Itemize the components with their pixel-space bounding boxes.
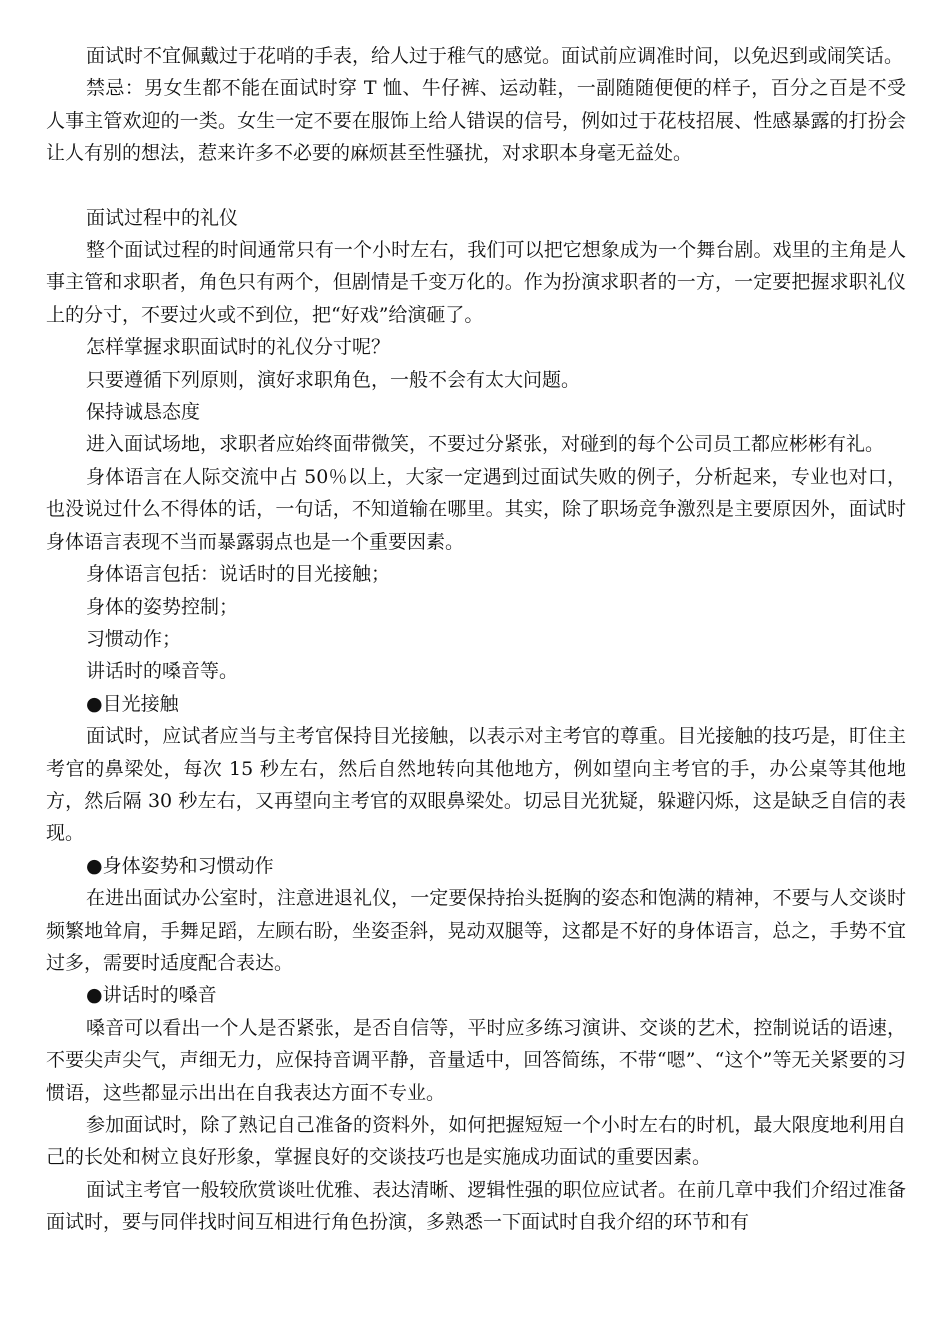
paragraph-eye-contact: 面试时，应试者应当与主考官保持目光接触，以表示对主考官的尊重。目光接触的技巧是，盯住主考官的鼻梁处，每次 15 秒左右，然后自然地转向其他地方，例如望向主考官的手，办公桌等其他地方，然后隔 30 秒左右，又再望向主考官的双眼鼻梁处。切忌目光犹疑，躲避闪烁，这是缺乏自信的表现。 [46, 725, 906, 845]
bullet-heading-posture: ●身体姿势和习惯动作 [86, 854, 274, 877]
heading-sincere-attitude: 保持诚恳态度 [86, 401, 201, 424]
paragraph-interview-skills: 参加面试时，除了熟记自己准备的资料外，如何把握短短一个小时左右的时机，最大限度地利用自己的长处和树立良好形象，掌握良好的交谈技巧也是实施成功面试的重要因素。 [46, 1114, 906, 1169]
paragraph-spacer [46, 170, 906, 202]
list-item-habits: 习惯动作； [86, 627, 182, 650]
paragraph-stage-play: 整个面试过程的时间通常只有一个小时左右，我们可以把它想象成为一个舞台剧。戏里的主角是人事主管和求职者，角色只有两个，但剧情是千变万化的。作为扮演求职者的一方，一定要把握求职礼仪上的分寸，不要过火或不到位，把“好戏”给演砸了。 [46, 239, 906, 326]
section-heading-etiquette: 面试过程中的礼仪 [86, 206, 239, 229]
bullet-heading-eye-contact: ●目光接触 [86, 692, 179, 715]
paragraph-taboo: 禁忌：男女生都不能在面试时穿 T 恤、牛仔裤、运动鞋，一副随随便便的样子，百分之百是不受人事主管欢迎的一类。女生一定不要在服饰上给人错误的信号，例如过于花枝招展、性感暴露的打扮会让人有别的想法，惹来许多不必要的麻烦甚至性骚扰，对求职本身毫无益处。 [46, 77, 906, 165]
paragraph-question: 怎样掌握求职面试时的礼仪分寸呢？ [86, 336, 391, 359]
paragraph-examiner-preference: 面试主考官一般较欣赏谈吐优雅、表达清晰、逻辑性强的职位应试者。在前几章中我们介绍过准备面试时，要与同伴找时间互相进行角色扮演，多熟悉一下面试时自我介绍的环节和有 [46, 1178, 906, 1234]
paragraph-watch-advice: 面试时不宜佩戴过于花哨的手表，给人过于稚气的感觉。面试前应调准时间，以免迟到或闹笑话。 [86, 45, 904, 67]
paragraph-principle: 只要遵循下列原则，演好求职角色，一般不会有太大问题。 [86, 368, 581, 391]
paragraph-posture: 在进出面试办公室时，注意进退礼仪，一定要保持抬头挺胸的姿态和饱满的精神，不要与人交谈时频繁地耸肩，手舞足蹈，左顾右盼，坐姿歪斜，晃动双腿等，这都是不好的身体语言，总之，手势不宜过多，需要时适度配合表达。 [46, 887, 906, 974]
list-item-eye-contact: 身体语言包括：说话时的目光接触； [86, 563, 391, 586]
list-item-posture: 身体的姿势控制； [86, 595, 239, 618]
list-item-voice: 讲话时的嗓音等。 [86, 660, 239, 683]
bullet-heading-voice: ●讲话时的嗓音 [86, 984, 217, 1007]
paragraph-body-language: 身体语言在人际交流中占 50％以上，大家一定遇到过面试失败的例子，分析起来，专业也对口，也没说过什么不得体的话，一句话，不知道输在哪里。其实，除了职场竞争激烈是主要原因外，面试时身体语言表现不当而暴露弱点也是一个重要因素。 [46, 465, 906, 553]
paragraph-voice: 嗓音可以看出一个人是否紧张，是否自信等，平时应多练习演讲、交谈的艺术，控制说话的语速，不要尖声尖气，声细无力，应保持音调平静，音量适中，回答简练，不带“嗯”、“这个”等无关紧要的习惯语，这些都显示出出在自我表达方面不专业。 [46, 1016, 906, 1104]
document-page [46, 40, 906, 1239]
paragraph-enter-venue: 进入面试场地，求职者应始终面带微笑，不要过分紧张，对碰到的每个公司员工都应彬彬有礼。 [86, 433, 885, 456]
